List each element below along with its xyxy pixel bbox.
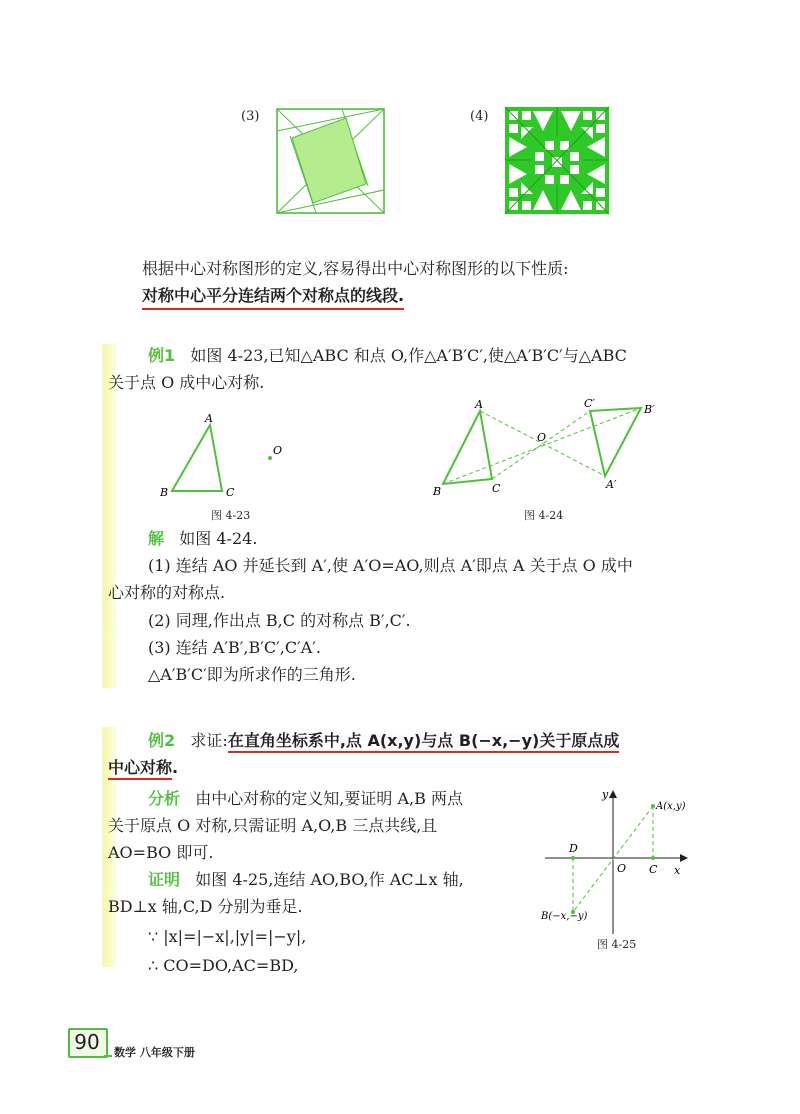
- solution-step-3: (3) 连结 A′B′,B′C′,C′A′.: [148, 638, 322, 657]
- fig23-label-o: O: [273, 444, 283, 457]
- footer-underline: [104, 1055, 112, 1057]
- figure-3-label: (3): [241, 109, 260, 124]
- proof-text-3: ∵ |x|=|−x|,|y|=|−y|,: [148, 927, 307, 946]
- figure-3-square-diagram: [276, 108, 386, 214]
- analysis-text-1: 由中心对称的定义知,要证明 A,B 两点: [195, 789, 463, 808]
- analysis-text-2: 关于原点 O 对称,只需证明 A,O,B 三点共线,且: [108, 816, 438, 835]
- fig24-label-a: A: [475, 398, 483, 411]
- page-number: 90: [74, 1030, 100, 1054]
- solution-conclusion: △A′B′C′即为所求作的三角形.: [148, 665, 356, 684]
- solution-tag: 解: [148, 529, 165, 548]
- analysis-text-3: AO=BO 即可.: [108, 843, 214, 862]
- fig25-label-y: y: [602, 788, 609, 801]
- solution-step-1-cont: 心对称的对称点.: [108, 583, 226, 602]
- example1-line1: [148, 345, 627, 367]
- analysis-tag: 分析: [148, 789, 181, 808]
- example1-side-stripe: [102, 344, 116, 688]
- proof-line1: [148, 869, 464, 891]
- example1-line2: 关于点 O 成中心对称.: [108, 373, 265, 392]
- fig24-label-b1: B′: [644, 403, 655, 416]
- example2-claim-line1: 在直角坐标系中,点 A(x,y)与点 B(−x,−y)关于原点成: [228, 731, 620, 753]
- example2-line1: [148, 730, 619, 752]
- fig24-caption: 图 4-24: [524, 509, 564, 522]
- footer-book-title: 数学 八年级下册: [114, 1046, 195, 1059]
- fig23-label-a: A: [205, 412, 213, 425]
- fig23-label-c: C: [226, 486, 235, 499]
- fig25-label-a: A(x,y): [656, 801, 686, 812]
- figure-4-24: [430, 398, 660, 508]
- fig25-label-x: x: [674, 864, 681, 877]
- solution-step-1: (1) 连结 AO 并延长到 A′,使 A′O=AO,则点 A′即点 A 关于点 O 成中: [148, 556, 633, 575]
- fig25-label-o: O: [617, 862, 627, 875]
- solution-intro: 如图 4-24.: [179, 529, 258, 548]
- example2-claim-line2: 中心对称: [108, 758, 172, 780]
- proof-text-4: ∴ CO=DO,AC=BD,: [148, 956, 299, 975]
- proof-text-1: 如图 4-25,连结 AO,BO,作 AC⊥x 轴,: [195, 870, 464, 889]
- analysis-line1: [148, 788, 463, 810]
- figure-4-25: [540, 786, 700, 936]
- fig24-label-b: B: [433, 485, 442, 498]
- property-statement: 对称中心平分连结两个对称点的线段.: [142, 285, 404, 310]
- fig23-label-b: B: [160, 486, 169, 499]
- example1-text: 如图 4-23,已知△ABC 和点 O,作△A′B′C′,使△A′B′C′与△ABC: [190, 346, 627, 365]
- proof-text-2: BD⊥x 轴,C,D 分别为垂足.: [108, 897, 303, 916]
- figure-4-23: [160, 412, 290, 522]
- figure-4-tile-pattern: [505, 107, 609, 214]
- fig25-caption: 图 4-25: [597, 938, 637, 951]
- fig24-label-a1: A′: [606, 478, 617, 491]
- example2-tag: 例2: [148, 731, 176, 750]
- example2-prompt: 求证:: [190, 731, 228, 750]
- solution-step-2: (2) 同理,作出点 B,C 的对称点 B′,C′.: [148, 611, 411, 630]
- fig24-label-c1: C′: [584, 397, 595, 410]
- figure-4-label: (4): [470, 109, 489, 124]
- property-intro: 根据中心对称图形的定义,容易得出中心对称图形的以下性质:: [142, 259, 569, 278]
- fig24-triangle-abc: [443, 411, 492, 484]
- proof-tag: 证明: [148, 870, 181, 889]
- fig24-label-o: O: [537, 431, 547, 444]
- fig25-label-b: B(−x,−y): [541, 911, 588, 922]
- fig25-label-c: C: [649, 863, 658, 876]
- solution-line: [148, 528, 257, 550]
- fig23-triangle: [172, 425, 222, 491]
- fig23-caption: 图 4-23: [211, 509, 251, 522]
- example1-tag: 例1: [148, 346, 176, 365]
- example2-line2: 中心对称.: [108, 757, 178, 779]
- fig24-label-c: C: [492, 482, 501, 495]
- fig25-label-d: D: [569, 842, 578, 855]
